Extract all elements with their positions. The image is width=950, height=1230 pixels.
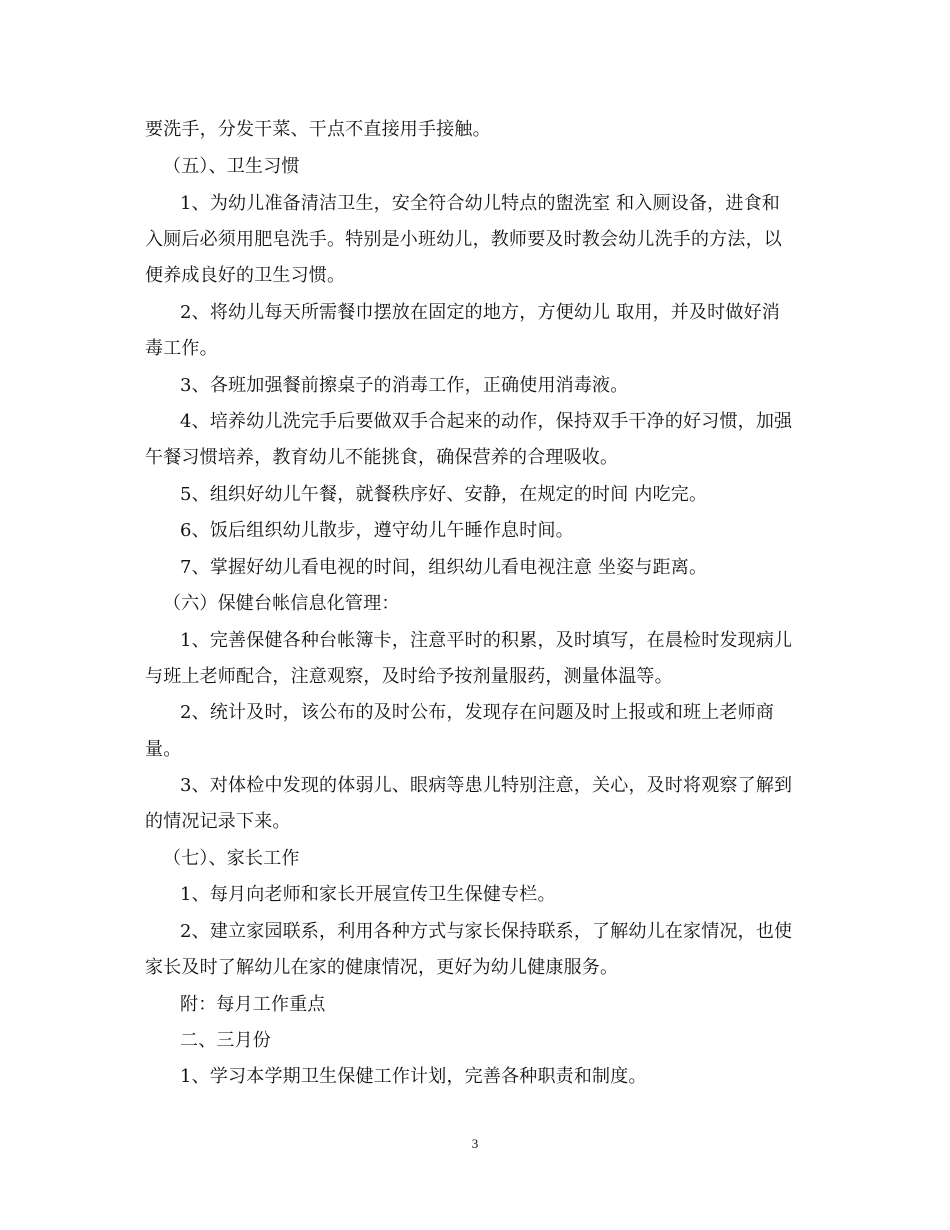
section-heading: （五）、卫生习惯 — [163, 156, 300, 177]
appendix-heading: 附：每月工作重点 — [180, 994, 326, 1015]
text-line: 入厕后必须用肥皂洗手。特别是小班幼儿，教师要及时教会幼儿洗手的方法，以 — [145, 229, 782, 250]
month-heading: 二、三月份 — [180, 1030, 271, 1051]
text-line: 7、掌握好幼儿看电视的时间，组织幼儿看电视注意 坐姿与距离。 — [180, 557, 708, 578]
text-line: 2、统计及时，该公布的及时公布，发现存在问题及时上报或和班上老师商 — [180, 702, 775, 723]
text-line: 量。 — [145, 739, 182, 760]
text-line: 1、每月向老师和家长开展宣传卫生保健专栏。 — [180, 884, 556, 905]
text-line: 4、培养幼儿洗完手后要做双手合起来的动作，保持双手干净的好习惯，加强 — [180, 411, 793, 432]
text-line: 毒工作。 — [145, 338, 218, 359]
text-line: 6、饭后组织幼儿散步，遵守幼儿午睡作息时间。 — [180, 520, 574, 541]
text-line: 午餐习惯培养，教育幼儿不能挑食，确保营养的合理吸收。 — [145, 447, 619, 468]
text-line: 便养成良好的卫生习惯。 — [145, 265, 346, 286]
text-line: 1、完善保健各种台帐簿卡，注意平时的积累，及时填写，在晨检时发现病儿 — [180, 630, 793, 651]
text-line: 2、建立家园联系，利用各种方式与家长保持联系，了解幼儿在家情况，也使 — [180, 921, 793, 942]
text-line: 2、将幼儿每天所需餐巾摆放在固定的地方，方便幼儿 取用，并及时做好消 — [180, 302, 780, 323]
text-line: 1、学习本学期卫生保健工作计划，完善各种职责和制度。 — [180, 1066, 647, 1087]
page-number: 3 — [471, 1136, 479, 1151]
text-line: 3、各班加强餐前擦桌子的消毒工作，正确使用消毒液。 — [180, 375, 629, 396]
text-line: 的情况记录下来。 — [145, 811, 291, 832]
text-line: 家长及时了解幼儿在家的健康情况，更好为幼儿健康服务。 — [145, 957, 619, 978]
section-heading: （六）保健台帐信息化管理： — [163, 593, 400, 614]
text-line: 5、组织好幼儿午餐，就餐秩序好、安静，在规定的时间 内吃完。 — [180, 484, 708, 505]
section-heading: （七）、家长工作 — [163, 848, 300, 869]
text-line: 3、对体检中发现的体弱儿、眼病等患儿特别注意，关心，及时将观察了解到 — [180, 775, 793, 796]
text-line: 与班上老师配合，注意观察，及时给予按剂量服药，测量体温等。 — [145, 666, 673, 687]
text-line: 1、为幼儿准备清洁卫生，安全符合幼儿特点的盥洗室 和入厕设备，进食和 — [180, 193, 780, 214]
text-line: 要洗手，分发干菜、干点不直接用手接触。 — [145, 119, 491, 140]
